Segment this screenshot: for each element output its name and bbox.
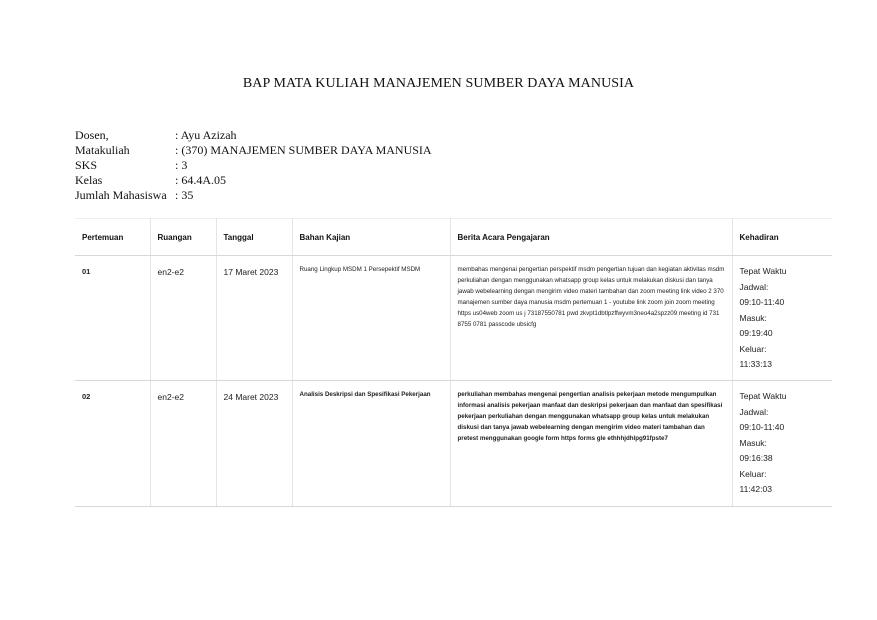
kehadiran-status: Tepat Waktu: [739, 266, 787, 276]
cell-ruangan: en2-e2: [150, 381, 216, 507]
cell-bahan-kajian: Analisis Deskripsi dan Spesifikasi Pekerjaan: [292, 381, 450, 507]
cell-kehadiran: [732, 381, 832, 507]
info-value: : Ayu Azizah: [175, 128, 237, 142]
kehadiran-jadwal-label: Jadwal:: [739, 406, 769, 417]
table-row: [75, 256, 832, 381]
info-row-sks: [75, 158, 432, 173]
kehadiran-keluar-label: Keluar:: [739, 343, 767, 354]
info-row-jumlah-mahasiswa: [75, 188, 432, 203]
info-label: SKS: [75, 158, 98, 172]
info-row-dosen: [75, 128, 432, 143]
kehadiran-jadwal-label: Jadwal:: [739, 281, 769, 292]
info-label: Kelas: [75, 173, 103, 187]
header-berita-acara: Berita Acara Pengajaran: [450, 219, 732, 256]
cell-kehadiran: [732, 256, 832, 381]
header-bahan-kajian: Bahan Kajian: [292, 219, 450, 256]
cell-pertemuan: 01: [75, 256, 150, 381]
info-value: : 35: [175, 188, 194, 202]
info-row-matakuliah: [75, 143, 432, 158]
info-value: : 3: [175, 158, 188, 172]
cell-bahan-kajian: Ruang Lingkup MSDM 1 Persepektif MSDM: [292, 256, 450, 381]
table-row: [75, 381, 832, 507]
info-label: Dosen,: [75, 128, 109, 142]
info-label: Jumlah Mahasiswa: [75, 188, 167, 202]
kehadiran-jadwal: 09:10-11:40: [739, 422, 785, 432]
cell-ruangan: en2-e2: [150, 256, 216, 381]
page-title: BAP MATA KULIAH MANAJEMEN SUMBER DAYA MANUSIA: [242, 76, 635, 91]
info-row-kelas: [75, 173, 432, 188]
header-ruangan: Ruangan: [150, 219, 216, 256]
kehadiran-jadwal: 09:10-11:40: [739, 297, 785, 307]
kehadiran-masuk-label: Masuk:: [739, 312, 767, 323]
cell-berita-acara: perkuliahan membahas mengenai pengertian analisis pekerjaan metode mengumpulkan informasi analisis pekerjaan manfaat dan deskripsi pekerjaan dan manfaat dan spesifikasi pekerjaan perkuliahan dengan menggunakan whatsapp group kelas untuk melakukan diskusi dan tanya jawab webelearning dengan mengirim video materi tambahan dan pretest menggunakan google form https forms gle ethhhjdhlpg91fpste7: [450, 381, 732, 507]
table-header-row: [75, 219, 832, 256]
kehadiran-keluar-label: Keluar:: [739, 468, 767, 479]
header-kehadiran: Kehadiran: [732, 219, 832, 256]
info-label: Matakuliah: [75, 143, 130, 157]
kehadiran-masuk-label: Masuk:: [739, 437, 767, 448]
info-value: : (370) MANAJEMEN SUMBER DAYA MANUSIA: [175, 143, 432, 157]
kehadiran-keluar: 11:42:03: [739, 484, 772, 494]
attendance-table: [75, 218, 832, 507]
header-pertemuan: Pertemuan: [75, 219, 150, 256]
cell-pertemuan: 02: [75, 381, 150, 507]
course-info: [75, 128, 432, 203]
kehadiran-status: Tepat Waktu: [739, 391, 787, 401]
kehadiran-keluar: 11:33:13: [739, 359, 772, 369]
cell-tanggal: 24 Maret 2023: [216, 381, 292, 507]
cell-berita-acara: membahas mengenai pengertian perspektif msdm pengertian tujuan dan kegiatan aktivitas msdm perkuliahan dengan menggunakan whatsapp group kelas untuk melakukan diskusi dan tanya jawab webelearning dengan mengirim video materi tambahan dan zoom meeting link video 2 370 manajemen sumber daya manusia msdm pertemuan 1 - youtube link zoom join zoom meeting https us04web zoom us j 73187550781 pwd zkvpt1dbtlpzffwyvm3neo4a2spzz09 meeting id 731 8755 0781 passcode ubsicfg: [450, 256, 732, 381]
cell-tanggal: 17 Maret 2023: [216, 256, 292, 381]
info-value: : 64.4A.05: [175, 173, 226, 187]
header-tanggal: Tanggal: [216, 219, 292, 256]
kehadiran-masuk: 09:16:38: [739, 453, 773, 463]
kehadiran-masuk: 09:19:40: [739, 328, 773, 338]
